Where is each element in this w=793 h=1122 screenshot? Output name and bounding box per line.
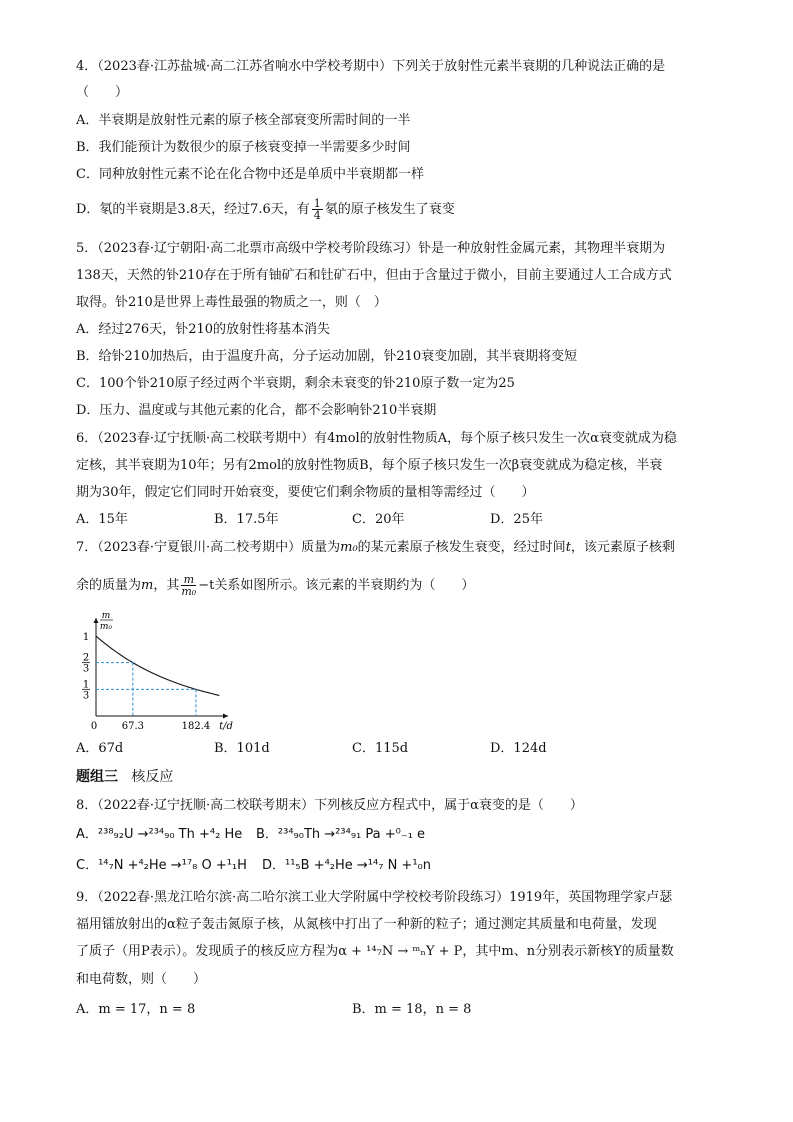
q5-line2: 138天，天然的钋210存在于所有铀矿石和钍矿石中，但由于含量过于微小，目前主要通过人工合成方式 [76,268,672,283]
q7-m0: m₀ [340,540,358,555]
q8-stem: 8．（2022春·辽宁抚顺·高二校联考期末）下列核反应方程式中，属于α衰变的是（ ） [76,798,583,813]
q7-ratio-fraction [181,574,196,597]
q5-option-d: D．压力、温度或与其他元素的化合，都不会影响钋210半衰期 [76,403,437,418]
q7-option-d: D．124d [490,741,547,756]
q8-option-c: C．¹⁴₇N +⁴₂He →¹⁷₈ O +¹₁H [76,858,247,873]
q7-line1-post: ，该元素原子核剩 [570,540,675,555]
q5-line1: 5．（2023春·辽宁朝阳·高二北票市高级中学校考阶段练习）钋是一种放射性金属元素，其物理半衰期为 [76,241,666,256]
q7-line1-pre: 7．（2023春·宁夏银川·高二校考期中）质量为 [76,540,341,555]
q5-option-a: A．经过276天，钋210的放射性将基本消失 [76,322,331,337]
x-tick-0: 0 [90,721,98,732]
q7-t: t [565,540,571,555]
q7-option-b: B．101d [214,741,270,756]
section-heading [76,768,173,786]
y-tick-num-2: 1 [82,679,90,691]
q4-option-d-fraction [312,198,323,221]
y-tick-den-1: 3 [82,663,90,675]
q6-line2: 定核，其半衰期为10年；另有2mol的放射性物质B，每个原子核只发生一次β衰变就成为稳定核，半衰 [76,458,663,473]
q4-option-b: B．我们能预计为数很少的原子核衰变掉一半需要多少时间 [76,140,411,155]
q7-m: m [141,578,154,593]
q6-line3: 期为30年，假定它们同时开始衰变，要使它们剩余物质的量相等需经过（ ） [76,485,535,500]
q7-line2 [76,572,474,600]
q7-line2-post: −t关系如图所示。该元素的半衰期约为（ ） [198,578,475,593]
q8-option-a: A．²³⁸₉₂U →²³⁴₉₀ Th +⁴₂ He [76,827,243,842]
y-label-num: m [101,611,111,621]
y-label-den: m₀ [99,622,113,632]
q6-option-b: B．17.5年 [214,512,279,527]
q9-line1: 9．（2022春·黑龙江哈尔滨·高二哈尔滨工业大学附属中学校校考阶段练习）1919年，英国物理学家卢瑟 [76,890,673,905]
section-title: 核反应 [131,769,174,785]
x-tick-2: 182.4 [181,721,211,732]
q7-ratio-den: m₀ [181,585,197,598]
q6-option-c: C．20年 [352,512,405,527]
q7-option-a: A．67d [76,741,124,756]
q6-option-d: D．25年 [490,512,543,527]
x-tick-1: 67.3 [121,721,145,732]
q7-line2-mid: ，其 [153,578,180,593]
y-tick-den-2: 3 [82,690,90,702]
q4-option-a: A．半衰期是放射性元素的原子核全部衰变所需时间的一半 [76,113,411,128]
q7-line2-pre: 余的质量为 [76,578,142,593]
q9-line3: 了质子（用P表示）。发现质子的核反应方程为α + ¹⁴₇N → ᵐₙY + P，其中m、n分别表示新核Y的质量数 [76,944,674,959]
q8-option-d: D．¹¹₅B +⁴₂He →¹⁴₇ N +¹₀n [262,858,431,873]
decay-chart [76,606,236,734]
q4-option-d-post: 氡的原子核发生了衰变 [324,202,455,217]
q9-line4: 和电荷数，则（ ） [76,972,207,987]
q4-stem-line1: 4．（2023春·江苏盐城·高二江苏省响水中学校考期中）下列关于放射性元素半衰期的几种说法正确的是 [76,59,666,74]
q7-line1-mid: 的某元素原子核发生衰变，经过时间 [357,540,566,555]
q4-option-c: C．同种放射性元素不论在化合物中还是单质中半衰期都一样 [76,167,424,182]
q5-line3: 取得。钋210是世界上毒性最强的物质之一，则（ ） [76,295,387,310]
y-tick-num-1: 2 [82,652,90,664]
q9-line2: 福用镭放射出的α粒子轰击氮原子核，从氮核中打出了一种新的粒子；通过测定其质量和电荷量，发现 [76,917,657,932]
x-axis-arrow [223,714,228,719]
q4-d-frac-num: 1 [313,197,321,210]
q6-line1: 6．（2023春·辽宁抚顺·高二校联考期中）有4mol的放射性物质A，每个原子核只发生一次α衰变就成为稳 [76,431,677,446]
q4-option-d [76,196,455,224]
q9-option-a: A．m = 17，n = 8 [76,1002,196,1017]
q7-line1 [76,539,675,557]
x-label: t/d [219,721,233,732]
y-axis-arrow [94,618,99,623]
q7-ratio-num: m [181,574,196,586]
q4-d-frac-den: 4 [313,209,321,222]
q4-option-d-pre: D．氡的半衰期是3.8天，经过7.6天，有 [76,202,310,217]
q9-option-b: B．m = 18，n = 8 [352,1002,472,1017]
section-label: 题组三 [76,769,118,785]
q5-option-b: B．给钋210加热后，由于温度升高，分子运动加剧，钋210衰变加剧，其半衰期将变短 [76,349,578,364]
q7-option-c: C．115d [352,741,409,756]
q4-stem-line2: （ ） [76,85,129,100]
y-tick-0: 1 [82,632,90,643]
q8-option-b: B．²³⁴₉₀Th →²³⁴₉₁ Pa +⁰₋₁ e [256,827,426,842]
q5-option-c: C．100个钋210原子经过两个半衰期，剩余未衰变的钋210原子数一定为25 [76,376,515,391]
q6-option-a: A．15年 [76,512,128,527]
decay-curve [96,636,219,695]
